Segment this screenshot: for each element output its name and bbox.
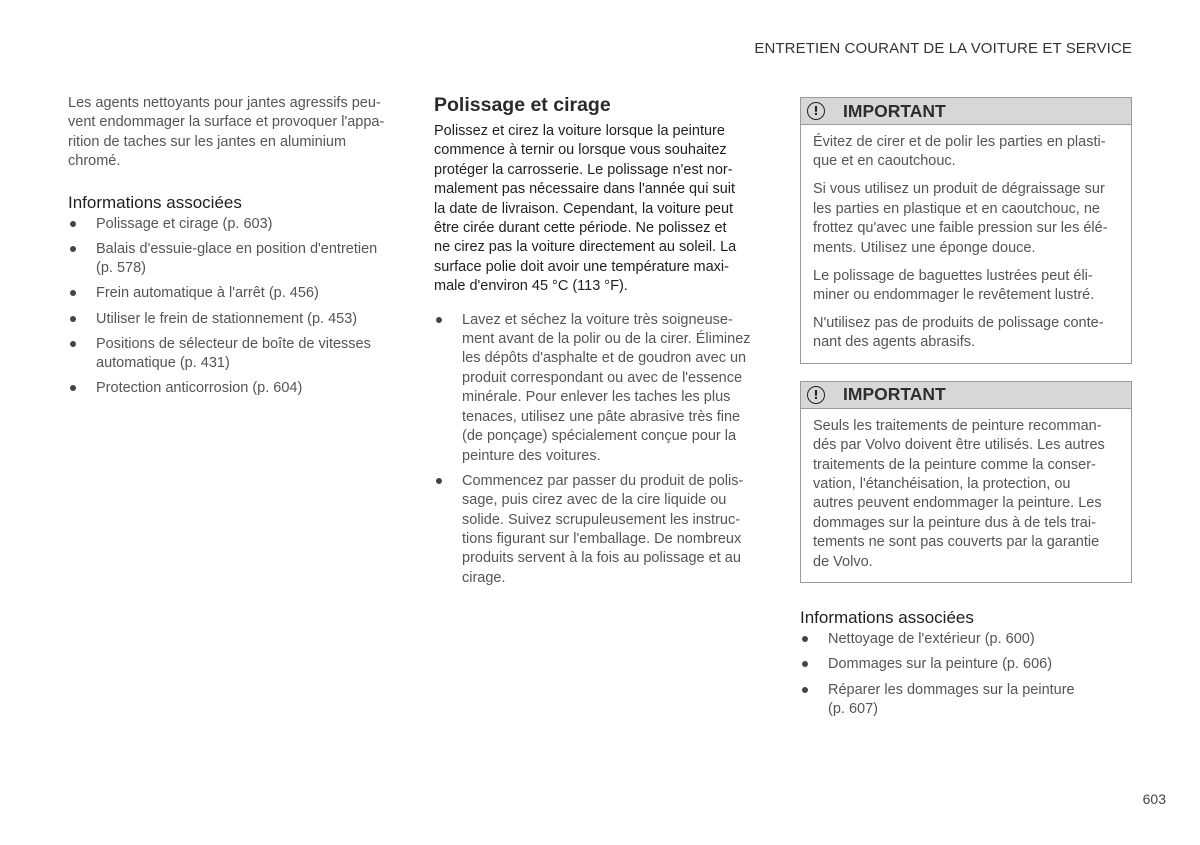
left-column	[68, 94, 398, 405]
wheel-cleaner-note: Les agents nettoyants pour jantes agressifs peu- vent endommager la surface et provoquer l'appa- rition de taches sur les jantes en aluminium chromé.	[68, 95, 385, 170]
important-paragraph: Le polissage de baguettes lustrées peut éli- miner ou endommager le revêtement lustré.	[813, 267, 1095, 304]
related-link-item[interactable]: Réparer les dommages sur la peinture (p. 607)	[800, 681, 1132, 720]
important-box-header	[801, 98, 1131, 125]
important-box-title: IMPORTANT	[843, 384, 946, 405]
related-link-item[interactable]: Positions de sélecteur de boîte de vitesses automatique (p. 431)	[68, 335, 398, 374]
important-paragraph: Seuls les traitements de peinture recomman- dés par Volvo doivent être utilisés. Les autres traitements de la peinture comme la conser- vation, l'étanchéisation, la protection, ou autres peuvent endommager la peinture. Les dommages sur la peinture dus à de tels trai- tements ne sont pas couverts par la garantie de Volvo.	[813, 417, 1105, 570]
bullet-icon	[436, 317, 442, 323]
bullet-icon	[802, 636, 808, 642]
important-box	[800, 381, 1132, 583]
polishing-intro: Polissez et cirez la voiture lorsque la peinture commence à ternir ou lorsque vous souhaitez protéger la carrosserie. Le polissage n'est nor- malement pas nécessaire dans l'année qui suit la date de livraison. Cependant, la voiture peut être cirée durant cette période. Ne polissez et ne cirez pas la voiture directement au soleil. La surface polie doit avoir une température maxi- male d'environ 45 °C (113 °F).	[434, 123, 737, 295]
bullet-icon	[802, 687, 808, 693]
related-links-list	[800, 630, 1132, 719]
related-links-list	[68, 215, 398, 399]
important-box	[800, 97, 1132, 364]
bullet-icon	[70, 385, 76, 391]
related-link-item[interactable]: Frein automatique à l'arrêt (p. 456)	[68, 284, 398, 303]
bullet-icon	[802, 661, 808, 667]
important-paragraph: N'utilisez pas de produits de polissage conte- nant des agents abrasifs.	[813, 315, 1104, 351]
middle-column	[434, 94, 764, 594]
bullet-icon	[70, 246, 76, 252]
bullet-icon	[70, 290, 76, 296]
polishing-steps-list	[434, 311, 764, 588]
important-box-header	[801, 382, 1131, 409]
related-link-item[interactable]: Nettoyage de l'extérieur (p. 600)	[800, 630, 1132, 649]
section-title: Polissage et cirage	[434, 94, 611, 116]
exclamation-circle-icon: !	[807, 386, 825, 404]
important-box-body	[801, 409, 1131, 582]
step-item: Commencez par passer du produit de polis- sage, puis cirez avec de la cire liquide ou solide. Suivez scrupuleusement les instruc- tions figurant sur l'emballage. De nombreux produits servent à la fois au polissage et au cirage.	[434, 472, 764, 588]
bullet-icon	[70, 316, 76, 322]
bullet-icon	[70, 341, 76, 347]
related-link-item[interactable]: Dommages sur la peinture (p. 606)	[800, 655, 1132, 674]
bullet-icon	[436, 478, 442, 484]
related-link-item[interactable]: Balais d'essuie-glace en position d'entretien (p. 578)	[68, 240, 398, 279]
right-column	[800, 97, 1132, 725]
related-info-heading: Informations associées	[800, 608, 974, 628]
step-item: Lavez et séchez la voiture très soigneuse- ment avant de la polir ou de la cirer. Éliminez les dépôts d'asphalte et de goudron avec un produit correspondant ou avec de l'essence minérale. Pour enlever les taches les plus tenaces, utilisez une pâte abrasive très fine (de ponçage) spécialement conçue pour la peinture des voitures.	[434, 311, 764, 466]
page-number: 603	[1142, 791, 1166, 807]
important-box-body	[801, 125, 1131, 363]
exclamation-circle-icon: !	[807, 102, 825, 120]
related-info-heading: Informations associées	[68, 192, 242, 212]
important-paragraph: Évitez de cirer et de polir les parties en plasti- que et en caoutchouc.	[813, 134, 1106, 170]
important-box-title: IMPORTANT	[843, 100, 946, 121]
related-link-item[interactable]: Polissage et cirage (p. 603)	[68, 215, 398, 234]
bullet-icon	[70, 221, 76, 227]
running-header: ENTRETIEN COURANT DE LA VOITURE ET SERVICE	[754, 40, 1132, 57]
important-paragraph: Si vous utilisez un produit de dégraissage sur les parties en plastique et en caoutchouc, ne frottez qu'avec une faible pression sur les élé- ments. Utilisez une éponge douce.	[813, 181, 1108, 256]
related-link-item[interactable]: Protection anticorrosion (p. 604)	[68, 379, 398, 398]
related-link-item[interactable]: Utiliser le frein de stationnement (p. 453)	[68, 310, 398, 329]
